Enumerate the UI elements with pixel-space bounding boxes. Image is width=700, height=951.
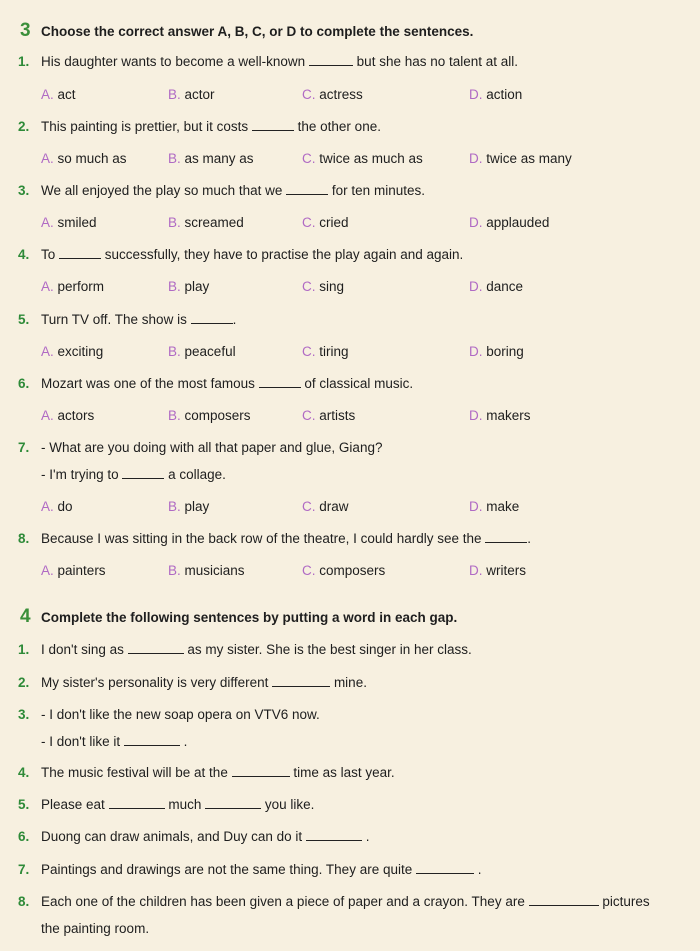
gap-blank[interactable] — [416, 863, 474, 874]
option-c[interactable]: C. actress — [302, 87, 363, 102]
option-c[interactable]: C. tiring — [302, 344, 349, 359]
question-text: We all enjoyed the play so much that we for ten minutes. — [41, 183, 425, 198]
option-b[interactable]: B. as many as — [168, 151, 254, 166]
option-b[interactable]: B. play — [168, 499, 210, 514]
question-number: 4. — [18, 765, 30, 780]
answer-blank[interactable] — [309, 55, 353, 66]
gap-blank[interactable] — [128, 643, 184, 654]
question-text: The music festival will be at the time as last year. — [41, 765, 395, 780]
answer-blank[interactable] — [252, 120, 294, 131]
question-text: Mozart was one of the most famous of classical music. — [41, 376, 414, 391]
option-a[interactable]: A. actors — [41, 408, 95, 423]
question-text: His daughter wants to become a well-known but she has no talent at all. — [41, 54, 519, 69]
option-b[interactable]: B. peaceful — [168, 344, 236, 359]
option-b[interactable]: B. screamed — [168, 215, 244, 230]
option-d[interactable]: D. makers — [469, 408, 531, 423]
question-text: - I don't like it . — [41, 734, 188, 749]
option-d[interactable]: D. boring — [469, 344, 524, 359]
option-d[interactable]: D. twice as many — [469, 151, 572, 166]
option-d[interactable]: D. writers — [469, 563, 527, 578]
answer-blank[interactable] — [59, 248, 101, 259]
question-text: To successfully, they have to practise the play again and again. — [41, 247, 464, 262]
option-a[interactable]: A. so much as — [41, 151, 127, 166]
option-c[interactable]: C. draw — [302, 499, 349, 514]
section-4-heading — [20, 606, 457, 628]
question-number: 6. — [18, 829, 30, 844]
section-number: 4 — [20, 606, 31, 627]
gap-blank[interactable] — [205, 798, 261, 809]
section-title: Choose the correct answer A, B, C, or D to complete the sentences. — [41, 24, 474, 39]
option-d[interactable]: D. applauded — [469, 215, 550, 230]
gap-blank[interactable] — [124, 735, 180, 746]
question-text: Please eat much you like. — [41, 797, 315, 812]
question-text: Paintings and drawings are not the same thing. They are quite . — [41, 862, 482, 877]
question-text: - I don't like the new soap opera on VTV6 now. — [41, 707, 320, 722]
question-number: 3. — [18, 707, 30, 722]
section-title: Complete the following sentences by putting a word in each gap. — [41, 610, 458, 625]
question-text: I don't sing as as my sister. She is the best singer in her class. — [41, 642, 472, 657]
question-text: Duong can draw animals, and Duy can do it . — [41, 829, 370, 844]
option-c[interactable]: C. twice as much as — [302, 151, 423, 166]
option-c[interactable]: C. composers — [302, 563, 386, 578]
question-number: 2. — [18, 675, 30, 690]
answer-blank[interactable] — [259, 377, 301, 388]
question-number: 4. — [18, 247, 30, 262]
option-a[interactable]: A. exciting — [41, 344, 104, 359]
question-text: Turn TV off. The show is . — [41, 312, 237, 327]
question-text: the painting room. — [41, 921, 150, 936]
option-a[interactable]: A. do — [41, 499, 73, 514]
question-text: My sister's personality is very different mine. — [41, 675, 367, 690]
answer-blank[interactable] — [286, 184, 328, 195]
option-b[interactable]: B. play — [168, 279, 210, 294]
option-a[interactable]: A. painters — [41, 563, 106, 578]
question-number: 5. — [18, 797, 30, 812]
option-a[interactable]: A. perform — [41, 279, 105, 294]
question-number: 3. — [18, 183, 30, 198]
question-text: Each one of the children has been given a piece of paper and a crayon. They are pictures — [41, 894, 650, 909]
question-number: 1. — [18, 54, 30, 69]
option-c[interactable]: C. artists — [302, 408, 356, 423]
gap-blank[interactable] — [306, 830, 362, 841]
option-d[interactable]: D. action — [469, 87, 523, 102]
option-c[interactable]: C. sing — [302, 279, 345, 294]
option-d[interactable]: D. dance — [469, 279, 524, 294]
question-text: Because I was sitting in the back row of the theatre, I could hardly see the . — [41, 531, 532, 546]
gap-blank[interactable] — [109, 798, 165, 809]
answer-blank[interactable] — [122, 468, 164, 479]
question-number: 7. — [18, 862, 30, 877]
gap-blank[interactable] — [272, 676, 330, 687]
answer-blank[interactable] — [191, 313, 233, 324]
section-3-heading — [20, 20, 473, 42]
option-b[interactable]: B. actor — [168, 87, 215, 102]
question-number: 1. — [18, 642, 30, 657]
gap-blank[interactable] — [232, 766, 290, 777]
question-text: - What are you doing with all that paper and glue, Giang? — [41, 440, 383, 455]
question-number: 8. — [18, 531, 30, 546]
option-b[interactable]: B. musicians — [168, 563, 245, 578]
question-number: 6. — [18, 376, 30, 391]
answer-blank[interactable] — [485, 532, 527, 543]
question-number: 7. — [18, 440, 30, 455]
option-b[interactable]: B. composers — [168, 408, 251, 423]
section-number: 3 — [20, 20, 31, 41]
option-d[interactable]: D. make — [469, 499, 520, 514]
option-a[interactable]: A. act — [41, 87, 76, 102]
gap-blank[interactable] — [529, 895, 599, 906]
option-c[interactable]: C. cried — [302, 215, 349, 230]
question-text: This painting is prettier, but it costs the other one. — [41, 119, 381, 134]
question-text: - I'm trying to a collage. — [41, 467, 226, 482]
question-number: 8. — [18, 894, 30, 909]
question-number: 5. — [18, 312, 30, 327]
option-a[interactable]: A. smiled — [41, 215, 97, 230]
question-number: 2. — [18, 119, 30, 134]
